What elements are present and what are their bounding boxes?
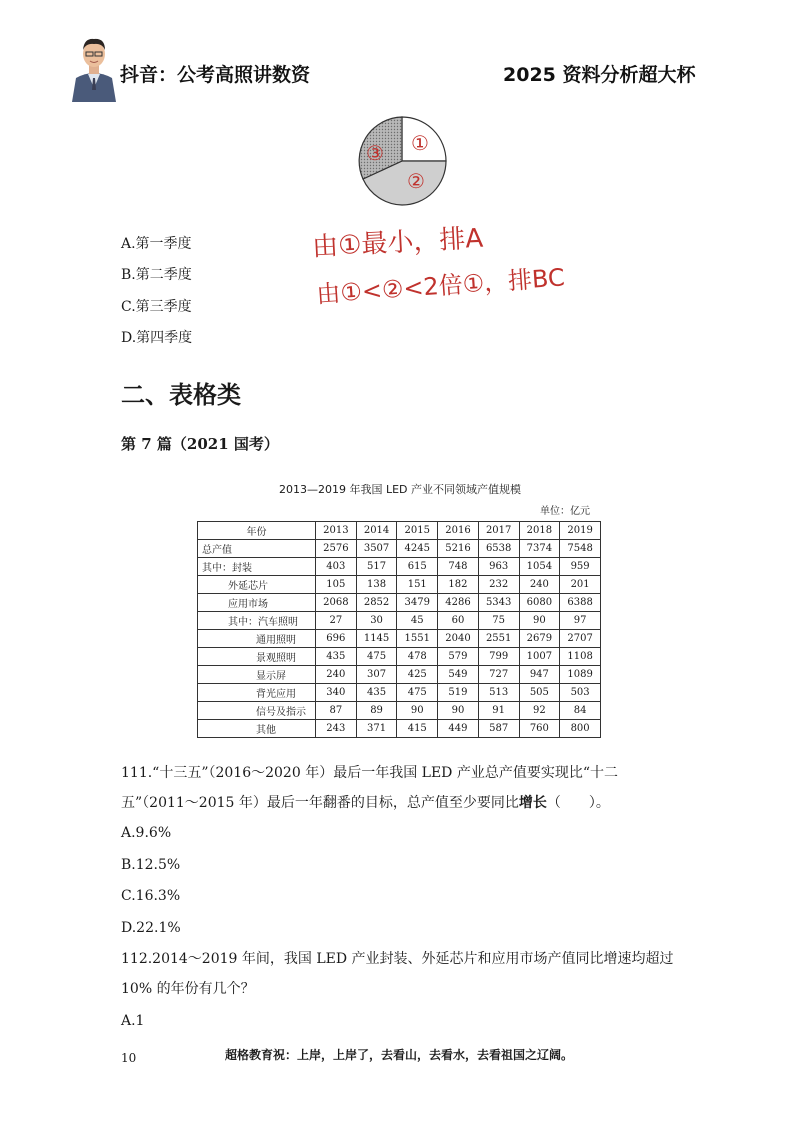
table-cell: 138 [356, 576, 397, 594]
table-cell: 105 [316, 576, 357, 594]
year-header: 2015 [397, 522, 438, 540]
year-header: 2019 [560, 522, 601, 540]
prev-option-d: D.第四季度 [121, 330, 193, 346]
pie-label-2: ② [407, 169, 425, 193]
table-cell: 579 [438, 648, 479, 666]
table-cell: 201 [560, 576, 601, 594]
year-header: 2014 [356, 522, 397, 540]
year-header: 2016 [438, 522, 479, 540]
table-cell: 435 [356, 684, 397, 702]
table-cell: 449 [438, 720, 479, 738]
table-row [198, 612, 601, 630]
q111-option-c: C.16.3% [121, 888, 181, 904]
table-cell: 587 [478, 720, 519, 738]
table-cell: 403 [316, 558, 357, 576]
table-cell: 517 [356, 558, 397, 576]
table-cell: 4286 [438, 594, 479, 612]
table-cell: 90 [438, 702, 479, 720]
table-cell: 5216 [438, 540, 479, 558]
table-cell: 3507 [356, 540, 397, 558]
led-output-table [197, 521, 601, 738]
table-unit: 单位：亿元 [540, 506, 590, 517]
table-cell: 1054 [519, 558, 560, 576]
table-cell: 415 [397, 720, 438, 738]
table-row [198, 684, 601, 702]
table-cell: 60 [438, 612, 479, 630]
table-cell: 505 [519, 684, 560, 702]
table-row [198, 720, 601, 738]
table-cell: 1551 [397, 630, 438, 648]
row-label: 其中：封装 [198, 558, 316, 576]
row-label: 应用市场 [198, 594, 316, 612]
header-channel: 抖音：公考高照讲数资 [120, 64, 311, 86]
table-cell: 2068 [316, 594, 357, 612]
table-cell: 1089 [560, 666, 601, 684]
table-cell: 6080 [519, 594, 560, 612]
row-label: 信号及指示 [198, 702, 316, 720]
table-cell: 243 [316, 720, 357, 738]
article-title: 第 7 篇（2021 国考） [121, 435, 279, 453]
table-cell: 799 [478, 648, 519, 666]
table-cell: 475 [397, 684, 438, 702]
q111-option-b: B.12.5% [121, 857, 181, 873]
table-cell: 3479 [397, 594, 438, 612]
table-cell: 151 [397, 576, 438, 594]
prev-option-b: B.第二季度 [121, 267, 192, 283]
handwriting-note-2: 由①<②<2倍①，排BC [315, 263, 566, 309]
table-cell: 4245 [397, 540, 438, 558]
table-cell: 182 [438, 576, 479, 594]
table-cell: 92 [519, 702, 560, 720]
pie-label-3: ③ [366, 141, 384, 165]
year-header: 2018 [519, 522, 560, 540]
year-header: 2017 [478, 522, 519, 540]
row-label: 其中：汽车照明 [198, 612, 316, 630]
table-cell: 696 [316, 630, 357, 648]
prev-option-a: A.第一季度 [121, 236, 192, 252]
table-cell: 2576 [316, 540, 357, 558]
year-header: 2013 [316, 522, 357, 540]
table-cell: 519 [438, 684, 479, 702]
row-label: 显示屏 [198, 666, 316, 684]
table-cell: 947 [519, 666, 560, 684]
table-cell: 435 [316, 648, 357, 666]
table-row [198, 666, 601, 684]
table-cell: 478 [397, 648, 438, 666]
table-cell: 2707 [560, 630, 601, 648]
question-112: 112.2014～2019 年间，我国 LED 产业封装、外延芯片和应用市场产值同比增速均超过 10% 的年份有几个？ [121, 951, 674, 997]
table-cell: 75 [478, 612, 519, 630]
table-cell: 1145 [356, 630, 397, 648]
table-cell: 307 [356, 666, 397, 684]
row-label: 通用照明 [198, 630, 316, 648]
table-cell: 1007 [519, 648, 560, 666]
table-row [198, 630, 601, 648]
table-row [198, 576, 601, 594]
table-cell: 800 [560, 720, 601, 738]
table-cell: 232 [478, 576, 519, 594]
table-cell: 30 [356, 612, 397, 630]
table-cell: 84 [560, 702, 601, 720]
row-label: 总产值 [198, 540, 316, 558]
table-cell: 87 [316, 702, 357, 720]
table-cell: 2679 [519, 630, 560, 648]
prev-option-c: C.第三季度 [121, 299, 192, 315]
table-cell: 6388 [560, 594, 601, 612]
table-cell: 91 [478, 702, 519, 720]
q111-emphasis: 增长 [518, 795, 547, 811]
table-cell: 45 [397, 612, 438, 630]
pie-chart [354, 113, 450, 209]
table-cell: 90 [397, 702, 438, 720]
table-cell: 371 [356, 720, 397, 738]
table-cell: 760 [519, 720, 560, 738]
q111-blank: （ ）。 [546, 795, 610, 811]
table-cell: 425 [397, 666, 438, 684]
table-cell: 503 [560, 684, 601, 702]
table-cell: 89 [356, 702, 397, 720]
table-header-row [198, 522, 601, 540]
table-title: 2013—2019 年我国 LED 产业不同领域产值规模 [278, 483, 522, 496]
table-cell: 1108 [560, 648, 601, 666]
q111-text: 111.“十三五”（2016～2020 年）最后一年我国 LED 产业总产值要实现比“十二五”（2011～2015 年）最后一年翻番的目标，总产值至少要同比 [121, 765, 618, 811]
footer-slogan: 超格教育祝：上岸，上岸了，去看山，去看水，去看祖国之辽阔。 [225, 1048, 574, 1062]
table-cell: 27 [316, 612, 357, 630]
handwriting-note-1: 由①最小，排A [311, 223, 484, 263]
table-cell: 6538 [478, 540, 519, 558]
table-cell: 5343 [478, 594, 519, 612]
table-cell: 513 [478, 684, 519, 702]
table-cell: 97 [560, 612, 601, 630]
table-corner: 年份 [198, 522, 316, 540]
table-cell: 959 [560, 558, 601, 576]
section-title: 二、表格类 [121, 381, 241, 409]
table-cell: 748 [438, 558, 479, 576]
table-cell: 2040 [438, 630, 479, 648]
q111-option-a: A.9.6% [121, 825, 172, 841]
question-111 [121, 758, 681, 818]
table-cell: 727 [478, 666, 519, 684]
table-cell: 240 [519, 576, 560, 594]
table-cell: 7548 [560, 540, 601, 558]
table-row [198, 648, 601, 666]
table-cell: 90 [519, 612, 560, 630]
table-cell: 963 [478, 558, 519, 576]
table-cell: 340 [316, 684, 357, 702]
table-row [198, 540, 601, 558]
row-label: 背光应用 [198, 684, 316, 702]
row-label: 其他 [198, 720, 316, 738]
table-row [198, 594, 601, 612]
row-label: 外延芯片 [198, 576, 316, 594]
pie-label-1: ① [411, 131, 429, 155]
table-row [198, 558, 601, 576]
header-book-title: 2025 资料分析超大杯 [503, 64, 696, 86]
page-number: 10 [121, 1051, 137, 1065]
q111-option-d: D.22.1% [121, 920, 181, 936]
row-label: 景观照明 [198, 648, 316, 666]
table-cell: 2852 [356, 594, 397, 612]
table-row [198, 702, 601, 720]
table-cell: 7374 [519, 540, 560, 558]
table-cell: 549 [438, 666, 479, 684]
table-cell: 240 [316, 666, 357, 684]
q112-option-a: A.1 [121, 1013, 145, 1029]
table-cell: 2551 [478, 630, 519, 648]
table-cell: 475 [356, 648, 397, 666]
presenter-avatar [66, 28, 122, 102]
table-cell: 615 [397, 558, 438, 576]
